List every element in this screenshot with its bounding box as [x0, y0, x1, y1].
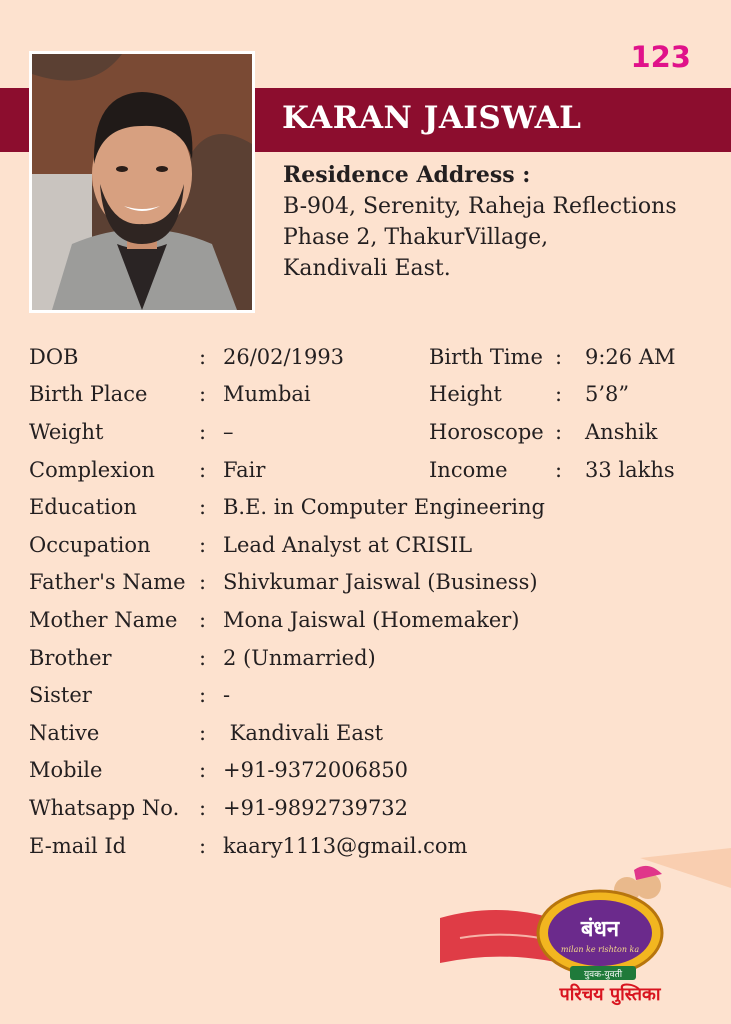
- height-value: 5’8”: [585, 382, 630, 407]
- mobile-value: +91-9372006850: [223, 758, 409, 783]
- bandhan-logo: [440, 848, 731, 1024]
- logo-tagline: milan ke rishton ka: [560, 945, 640, 954]
- email-value: kaary1113@gmail.com: [223, 833, 468, 858]
- colon: :: [199, 720, 207, 745]
- birth-time-value: 9:26 AM: [585, 344, 676, 369]
- address-line-2: Phase 2, ThakurVillage,: [283, 225, 549, 250]
- dob-label: DOB: [29, 344, 79, 369]
- detail-row: [29, 601, 709, 639]
- colon: :: [555, 382, 563, 407]
- colon: :: [199, 382, 207, 407]
- native-label: Native: [29, 720, 100, 745]
- whatsapp-value: +91-9892739732: [223, 795, 409, 820]
- address-line-3: Kandivali East.: [283, 256, 451, 281]
- income-value: 33 lakhs: [585, 457, 675, 482]
- birth-place-value: Mumbai: [223, 382, 311, 407]
- detail-row: [29, 676, 709, 714]
- father-name-label: Father's Name: [29, 570, 186, 595]
- profile-photo: [29, 51, 255, 313]
- detail-row: [29, 451, 709, 489]
- logo-subtitle: परिचय पुस्तिका: [559, 984, 661, 1005]
- profile-details-table: [29, 338, 709, 864]
- mother-name-value: Mona Jaiswal (Homemaker): [223, 607, 520, 632]
- colon: :: [199, 532, 207, 557]
- detail-row: [29, 714, 709, 752]
- address-label: Residence Address :: [283, 162, 531, 188]
- logo-ribbon-label: युवक-युवती: [583, 970, 623, 980]
- occupation-label: Occupation: [29, 532, 151, 557]
- education-label: Education: [29, 495, 137, 520]
- birth-time-label: Birth Time: [429, 344, 543, 369]
- weight-label: Weight: [29, 419, 104, 444]
- email-label: E-mail Id: [29, 833, 127, 858]
- occupation-value: Lead Analyst at CRISIL: [223, 532, 473, 557]
- colon: :: [199, 795, 207, 820]
- colon: :: [199, 607, 207, 632]
- weight-value: –: [223, 419, 234, 444]
- address-line-1: B-904, Serenity, Raheja Reflections: [283, 194, 677, 219]
- birth-place-label: Birth Place: [29, 382, 148, 407]
- brother-label: Brother: [29, 645, 112, 670]
- colon: :: [555, 419, 563, 444]
- detail-row: [29, 413, 709, 451]
- colon: :: [199, 758, 207, 783]
- mobile-label: Mobile: [29, 758, 103, 783]
- native-value: Kandivali East: [223, 720, 384, 745]
- complexion-value: Fair: [223, 457, 266, 482]
- colon: :: [199, 344, 207, 369]
- brother-value: 2 (Unmarried): [223, 645, 376, 670]
- colon: :: [199, 457, 207, 482]
- father-name-value: Shivkumar Jaiswal (Business): [223, 570, 538, 595]
- colon: :: [199, 570, 207, 595]
- horoscope-value: Anshik: [585, 419, 658, 444]
- education-value: B.E. in Computer Engineering: [223, 495, 545, 520]
- detail-row: [29, 639, 709, 677]
- horoscope-label: Horoscope: [429, 419, 544, 444]
- height-label: Height: [429, 382, 502, 407]
- logo-title: बंधन: [580, 917, 620, 942]
- colon: :: [199, 683, 207, 708]
- detail-row: [29, 526, 709, 564]
- page-number: 123: [630, 40, 691, 74]
- detail-row: [29, 376, 709, 414]
- colon: :: [555, 344, 563, 369]
- colon: :: [199, 645, 207, 670]
- profile-name: KARAN JAISWAL: [282, 100, 582, 136]
- colon: :: [555, 457, 563, 482]
- detail-row: [29, 338, 709, 376]
- sister-value: -: [223, 683, 231, 708]
- residence-address: [283, 160, 713, 284]
- detail-row: [29, 752, 709, 790]
- whatsapp-label: Whatsapp No.: [29, 795, 180, 820]
- colon: :: [199, 495, 207, 520]
- detail-row: [29, 789, 709, 827]
- colon: :: [199, 419, 207, 444]
- detail-row: [29, 564, 709, 602]
- sister-label: Sister: [29, 683, 92, 708]
- mother-name-label: Mother Name: [29, 607, 178, 632]
- colon: :: [199, 833, 207, 858]
- detail-row: [29, 488, 709, 526]
- complexion-label: Complexion: [29, 457, 155, 482]
- income-label: Income: [429, 457, 508, 482]
- dob-value: 26/02/1993: [223, 344, 345, 369]
